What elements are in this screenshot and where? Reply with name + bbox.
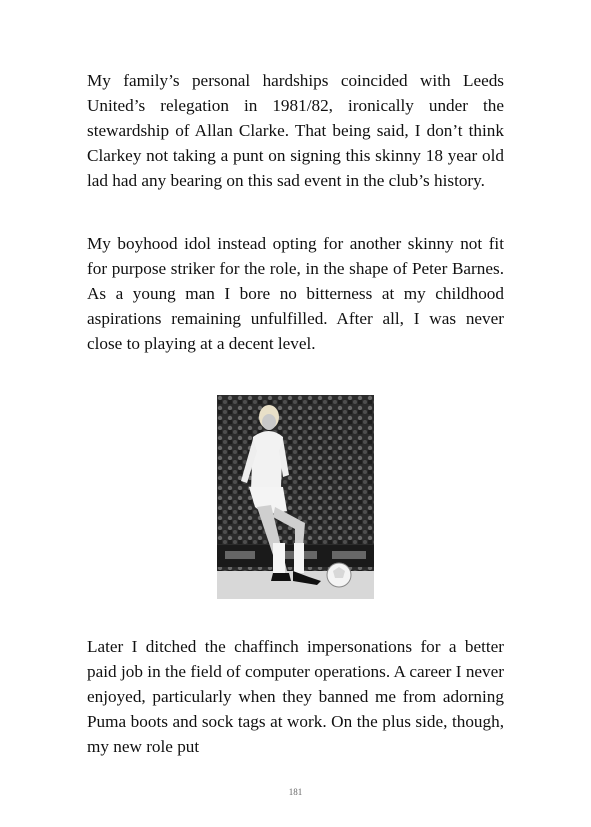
footballer-photo xyxy=(217,395,374,599)
paragraph-2: My boyhood idol instead opting for another skinny not fit for purpose striker for the role, in the shape of Peter Barnes. As a young man I bore no bitterness at my childhood aspirations remaining unfulfilled. After all, I was never close to playing at a decent level. xyxy=(87,234,504,353)
page-number: 181 xyxy=(288,787,303,797)
paragraph-1: My family’s personal hardships coincided with Leeds United’s relegation in 1981/82, ironically under the stewardship of Allan Clarke. That being said, I don’t think Clarkey not taking a punt on signing this skinny 18 year old lad had any bearing on this sad event in the club’s history. xyxy=(87,71,504,190)
paragraph-3: Later I ditched the chaffinch impersonations for a better paid job in the field of computer operations. A career I never enjoyed, particularly when they banned me from adorning Puma boots and sock tags at work. On the plus side, though, my new role put xyxy=(87,637,504,756)
